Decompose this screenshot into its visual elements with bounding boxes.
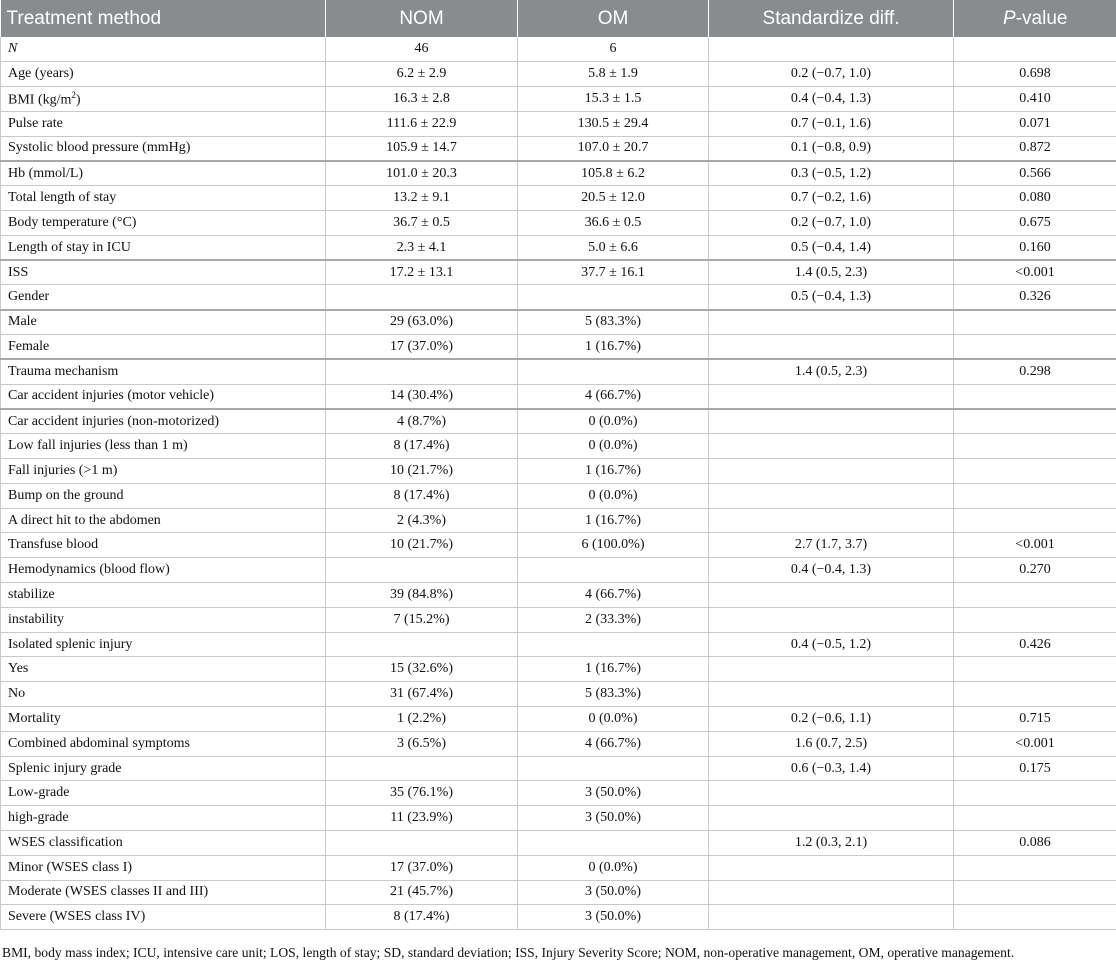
cell-nom: 13.2 ± 9.1: [326, 186, 518, 211]
cell-p-value: 0.426: [954, 632, 1116, 657]
cell-om: 6: [518, 37, 709, 62]
cell-nom: 6.2 ± 2.9: [326, 62, 518, 87]
cell-standardized-diff: [709, 434, 954, 459]
table-row: [1, 211, 1116, 236]
cell-p-value: [954, 434, 1116, 459]
cell-om: 3 (50.0%): [518, 806, 709, 831]
table-row: [1, 632, 1116, 657]
row-label: No: [1, 682, 326, 707]
row-label: Low fall injuries (less than 1 m): [1, 434, 326, 459]
cell-om: [518, 359, 709, 384]
row-label: Total length of stay: [1, 186, 326, 211]
cell-nom: 111.6 ± 22.9: [326, 111, 518, 136]
cell-standardized-diff: [709, 37, 954, 62]
cell-standardized-diff: [709, 459, 954, 484]
cell-om: 4 (66.7%): [518, 384, 709, 409]
cell-standardized-diff: 0.2 (−0.6, 1.1): [709, 707, 954, 732]
row-label: BMI $(kg/m^2)$: [1, 87, 326, 112]
row-label: Male: [1, 310, 326, 335]
cell-nom: 1 (2.2%): [326, 707, 518, 732]
table-row: [1, 781, 1116, 806]
cell-nom: 39 (84.8%): [326, 583, 518, 608]
table-row: [1, 37, 1116, 62]
cell-standardized-diff: [709, 905, 954, 930]
row-label: instability: [1, 607, 326, 632]
row-label: Body temperature (°C): [1, 211, 326, 236]
cell-nom: 105.9 ± 14.7: [326, 136, 518, 161]
table-row: [1, 434, 1116, 459]
table-row: [1, 583, 1116, 608]
cell-om: 130.5 ± 29.4: [518, 111, 709, 136]
cell-om: [518, 285, 709, 310]
cell-nom: 36.7 ± 0.5: [326, 211, 518, 236]
cell-nom: 29 (63.0%): [326, 310, 518, 335]
row-label: Female: [1, 335, 326, 360]
cell-nom: 16.3 ± 2.8: [326, 87, 518, 112]
cell-p-value: <0.001: [954, 260, 1116, 285]
cell-om: 105.8 ± 6.2: [518, 161, 709, 186]
cell-standardized-diff: [709, 310, 954, 335]
cell-nom: 17 (37.0%): [326, 855, 518, 880]
table-row: [1, 87, 1116, 112]
cell-standardized-diff: 0.3 (−0.5, 1.2): [709, 161, 954, 186]
table-row: [1, 62, 1116, 87]
table-row: [1, 335, 1116, 360]
cell-standardized-diff: [709, 880, 954, 905]
table-row: [1, 756, 1116, 781]
cell-standardized-diff: 0.4 (−0.4, 1.3): [709, 558, 954, 583]
cell-standardized-diff: [709, 855, 954, 880]
cell-nom: [326, 558, 518, 583]
cell-om: 3 (50.0%): [518, 905, 709, 930]
cell-nom: 8 (17.4%): [326, 434, 518, 459]
header-nom: NOM: [326, 0, 518, 37]
row-label: Splenic injury grade: [1, 756, 326, 781]
cell-p-value: [954, 583, 1116, 608]
cell-nom: 31 (67.4%): [326, 682, 518, 707]
cell-om: [518, 756, 709, 781]
cell-p-value: [954, 905, 1116, 930]
cell-standardized-diff: [709, 806, 954, 831]
cell-p-value: [954, 37, 1116, 62]
cell-nom: 8 (17.4%): [326, 483, 518, 508]
cell-p-value: [954, 607, 1116, 632]
row-label: Transfuse blood: [1, 533, 326, 558]
table-row: [1, 880, 1116, 905]
cell-p-value: [954, 880, 1116, 905]
cell-standardized-diff: 0.7 (−0.2, 1.6): [709, 186, 954, 211]
row-label: Low-grade: [1, 781, 326, 806]
cell-standardized-diff: 0.1 (−0.8, 0.9): [709, 136, 954, 161]
table-row: [1, 235, 1116, 260]
row-label: Minor (WSES class I): [1, 855, 326, 880]
cell-p-value: 0.410: [954, 87, 1116, 112]
cell-p-value: 0.160: [954, 235, 1116, 260]
cell-om: 0 (0.0%): [518, 483, 709, 508]
table-row: [1, 707, 1116, 732]
row-label: N: [1, 37, 326, 62]
cell-standardized-diff: 0.2 (−0.7, 1.0): [709, 211, 954, 236]
table-row: [1, 285, 1116, 310]
cell-om: 6 (100.0%): [518, 533, 709, 558]
cell-nom: 2 (4.3%): [326, 508, 518, 533]
cell-standardized-diff: [709, 607, 954, 632]
cell-p-value: [954, 384, 1116, 409]
row-label: Car accident injuries (non-motorized): [1, 409, 326, 434]
cell-standardized-diff: 1.4 (0.5, 2.3): [709, 359, 954, 384]
cell-p-value: [954, 855, 1116, 880]
cell-nom: 15 (32.6%): [326, 657, 518, 682]
table-row: [1, 731, 1116, 756]
cell-om: 0 (0.0%): [518, 434, 709, 459]
table-row: [1, 682, 1116, 707]
cell-om: 5.0 ± 6.6: [518, 235, 709, 260]
cell-om: 4 (66.7%): [518, 583, 709, 608]
cell-om: 0 (0.0%): [518, 409, 709, 434]
cell-standardized-diff: [709, 508, 954, 533]
cell-p-value: 0.326: [954, 285, 1116, 310]
cell-nom: 10 (21.7%): [326, 459, 518, 484]
row-label: high-grade: [1, 806, 326, 831]
cell-nom: 101.0 ± 20.3: [326, 161, 518, 186]
table-row: [1, 409, 1116, 434]
cell-standardized-diff: 1.4 (0.5, 2.3): [709, 260, 954, 285]
table-body: [1, 37, 1116, 930]
cell-standardized-diff: 0.6 (−0.3, 1.4): [709, 756, 954, 781]
cell-om: 2 (33.3%): [518, 607, 709, 632]
cell-p-value: [954, 409, 1116, 434]
table-row: [1, 459, 1116, 484]
cell-nom: 7 (15.2%): [326, 607, 518, 632]
cell-om: 20.5 ± 12.0: [518, 186, 709, 211]
cell-om: 0 (0.0%): [518, 707, 709, 732]
table-footnote: BMI, body mass index; ICU, intensive care unit; LOS, length of stay; SD, standard deviation; ISS, Injury Severity Score; NOM, non-operative management, OM, operative management.: [2, 945, 1015, 960]
cell-nom: 10 (21.7%): [326, 533, 518, 558]
cell-om: [518, 831, 709, 856]
cell-om: 3 (50.0%): [518, 880, 709, 905]
cell-om: 15.3 ± 1.5: [518, 87, 709, 112]
cell-standardized-diff: [709, 682, 954, 707]
row-label: stabilize: [1, 583, 326, 608]
cell-nom: 17 (37.0%): [326, 335, 518, 360]
table-row: [1, 508, 1116, 533]
cell-p-value: [954, 483, 1116, 508]
header-standardized-diff: Standardize diff.: [709, 0, 954, 37]
cell-p-value: 0.071: [954, 111, 1116, 136]
cell-p-value: <0.001: [954, 731, 1116, 756]
cell-p-value: 0.675: [954, 211, 1116, 236]
row-label: Isolated splenic injury: [1, 632, 326, 657]
cell-standardized-diff: [709, 335, 954, 360]
header-treatment-method: Treatment method: [1, 0, 326, 37]
cell-standardized-diff: 2.7 (1.7, 3.7): [709, 533, 954, 558]
cell-nom: 17.2 ± 13.1: [326, 260, 518, 285]
cell-standardized-diff: 1.2 (0.3, 2.1): [709, 831, 954, 856]
cell-nom: [326, 359, 518, 384]
table-row: [1, 260, 1116, 285]
header-p-value: P-value: [954, 0, 1116, 37]
table-row: [1, 359, 1116, 384]
row-label: Hb (mmol/L): [1, 161, 326, 186]
table-row: [1, 831, 1116, 856]
cell-p-value: [954, 335, 1116, 360]
cell-standardized-diff: 0.4 (−0.5, 1.2): [709, 632, 954, 657]
cell-standardized-diff: 0.5 (−0.4, 1.3): [709, 285, 954, 310]
row-label: Pulse rate: [1, 111, 326, 136]
row-label: Moderate (WSES classes II and III): [1, 880, 326, 905]
cell-nom: [326, 831, 518, 856]
cell-nom: 3 (6.5%): [326, 731, 518, 756]
cell-nom: 2.3 ± 4.1: [326, 235, 518, 260]
row-label: Hemodynamics (blood flow): [1, 558, 326, 583]
cell-nom: [326, 632, 518, 657]
table-row: [1, 905, 1116, 930]
cell-nom: 14 (30.4%): [326, 384, 518, 409]
table-row: [1, 111, 1116, 136]
cell-nom: 11 (23.9%): [326, 806, 518, 831]
cell-standardized-diff: 1.6 (0.7, 2.5): [709, 731, 954, 756]
table-row: [1, 533, 1116, 558]
row-label: ISS: [1, 260, 326, 285]
cell-om: [518, 558, 709, 583]
cell-om: 1 (16.7%): [518, 335, 709, 360]
cell-om: 5.8 ± 1.9: [518, 62, 709, 87]
cell-standardized-diff: [709, 384, 954, 409]
table-header-row: [1, 0, 1116, 37]
row-label: A direct hit to the abdomen: [1, 508, 326, 533]
cell-standardized-diff: 0.2 (−0.7, 1.0): [709, 62, 954, 87]
table-row: [1, 855, 1116, 880]
cell-nom: [326, 285, 518, 310]
table-row: [1, 161, 1116, 186]
header-om: OM: [518, 0, 709, 37]
cell-nom: [326, 756, 518, 781]
row-label: Combined abdominal symptoms: [1, 731, 326, 756]
cell-p-value: 0.298: [954, 359, 1116, 384]
cell-om: 1 (16.7%): [518, 508, 709, 533]
cell-p-value: 0.715: [954, 707, 1116, 732]
cell-om: 0 (0.0%): [518, 855, 709, 880]
cell-om: 36.6 ± 0.5: [518, 211, 709, 236]
cell-p-value: [954, 459, 1116, 484]
table-row: [1, 310, 1116, 335]
table-row: [1, 483, 1116, 508]
cell-p-value: [954, 806, 1116, 831]
row-label: Mortality: [1, 707, 326, 732]
cell-nom: 21 (45.7%): [326, 880, 518, 905]
cell-p-value: 0.698: [954, 62, 1116, 87]
row-label: Severe (WSES class IV): [1, 905, 326, 930]
row-label: Gender: [1, 285, 326, 310]
cell-standardized-diff: [709, 409, 954, 434]
cell-om: 5 (83.3%): [518, 310, 709, 335]
cell-om: 1 (16.7%): [518, 459, 709, 484]
row-label: Systolic blood pressure (mmHg): [1, 136, 326, 161]
cell-om: 37.7 ± 16.1: [518, 260, 709, 285]
superscript-2: 2: [71, 89, 76, 100]
cell-p-value: [954, 310, 1116, 335]
table-row: [1, 384, 1116, 409]
cell-p-value: [954, 657, 1116, 682]
table-row: [1, 657, 1116, 682]
row-label: Fall injuries (>1 m): [1, 459, 326, 484]
cell-standardized-diff: [709, 583, 954, 608]
cell-om: 4 (66.7%): [518, 731, 709, 756]
cell-p-value: 0.270: [954, 558, 1116, 583]
cell-standardized-diff: [709, 781, 954, 806]
cell-nom: 35 (76.1%): [326, 781, 518, 806]
cell-nom: 4 (8.7%): [326, 409, 518, 434]
cell-p-value: 0.080: [954, 186, 1116, 211]
cell-p-value: [954, 682, 1116, 707]
row-label: Bump on the ground: [1, 483, 326, 508]
table-row: [1, 136, 1116, 161]
cell-nom: 46: [326, 37, 518, 62]
cell-p-value: 0.566: [954, 161, 1116, 186]
row-label: WSES classification: [1, 831, 326, 856]
row-label: Car accident injuries (motor vehicle): [1, 384, 326, 409]
row-label: Trauma mechanism: [1, 359, 326, 384]
cell-om: 107.0 ± 20.7: [518, 136, 709, 161]
cell-p-value: [954, 508, 1116, 533]
cell-p-value: [954, 781, 1116, 806]
cell-p-value: <0.001: [954, 533, 1116, 558]
cell-standardized-diff: 0.5 (−0.4, 1.4): [709, 235, 954, 260]
cell-om: 3 (50.0%): [518, 781, 709, 806]
row-label: Age (years): [1, 62, 326, 87]
cell-standardized-diff: 0.7 (−0.1, 1.6): [709, 111, 954, 136]
table-row: [1, 607, 1116, 632]
cell-p-value: 0.872: [954, 136, 1116, 161]
row-label: Length of stay in ICU: [1, 235, 326, 260]
table-row: [1, 558, 1116, 583]
cell-standardized-diff: 0.4 (−0.4, 1.3): [709, 87, 954, 112]
cell-om: 5 (83.3%): [518, 682, 709, 707]
cell-nom: 8 (17.4%): [326, 905, 518, 930]
cell-standardized-diff: [709, 483, 954, 508]
cell-om: [518, 632, 709, 657]
cell-p-value: 0.086: [954, 831, 1116, 856]
cell-standardized-diff: [709, 657, 954, 682]
table-row: [1, 806, 1116, 831]
cell-om: 1 (16.7%): [518, 657, 709, 682]
table-row: [1, 186, 1116, 211]
row-label: Yes: [1, 657, 326, 682]
cell-p-value: 0.175: [954, 756, 1116, 781]
